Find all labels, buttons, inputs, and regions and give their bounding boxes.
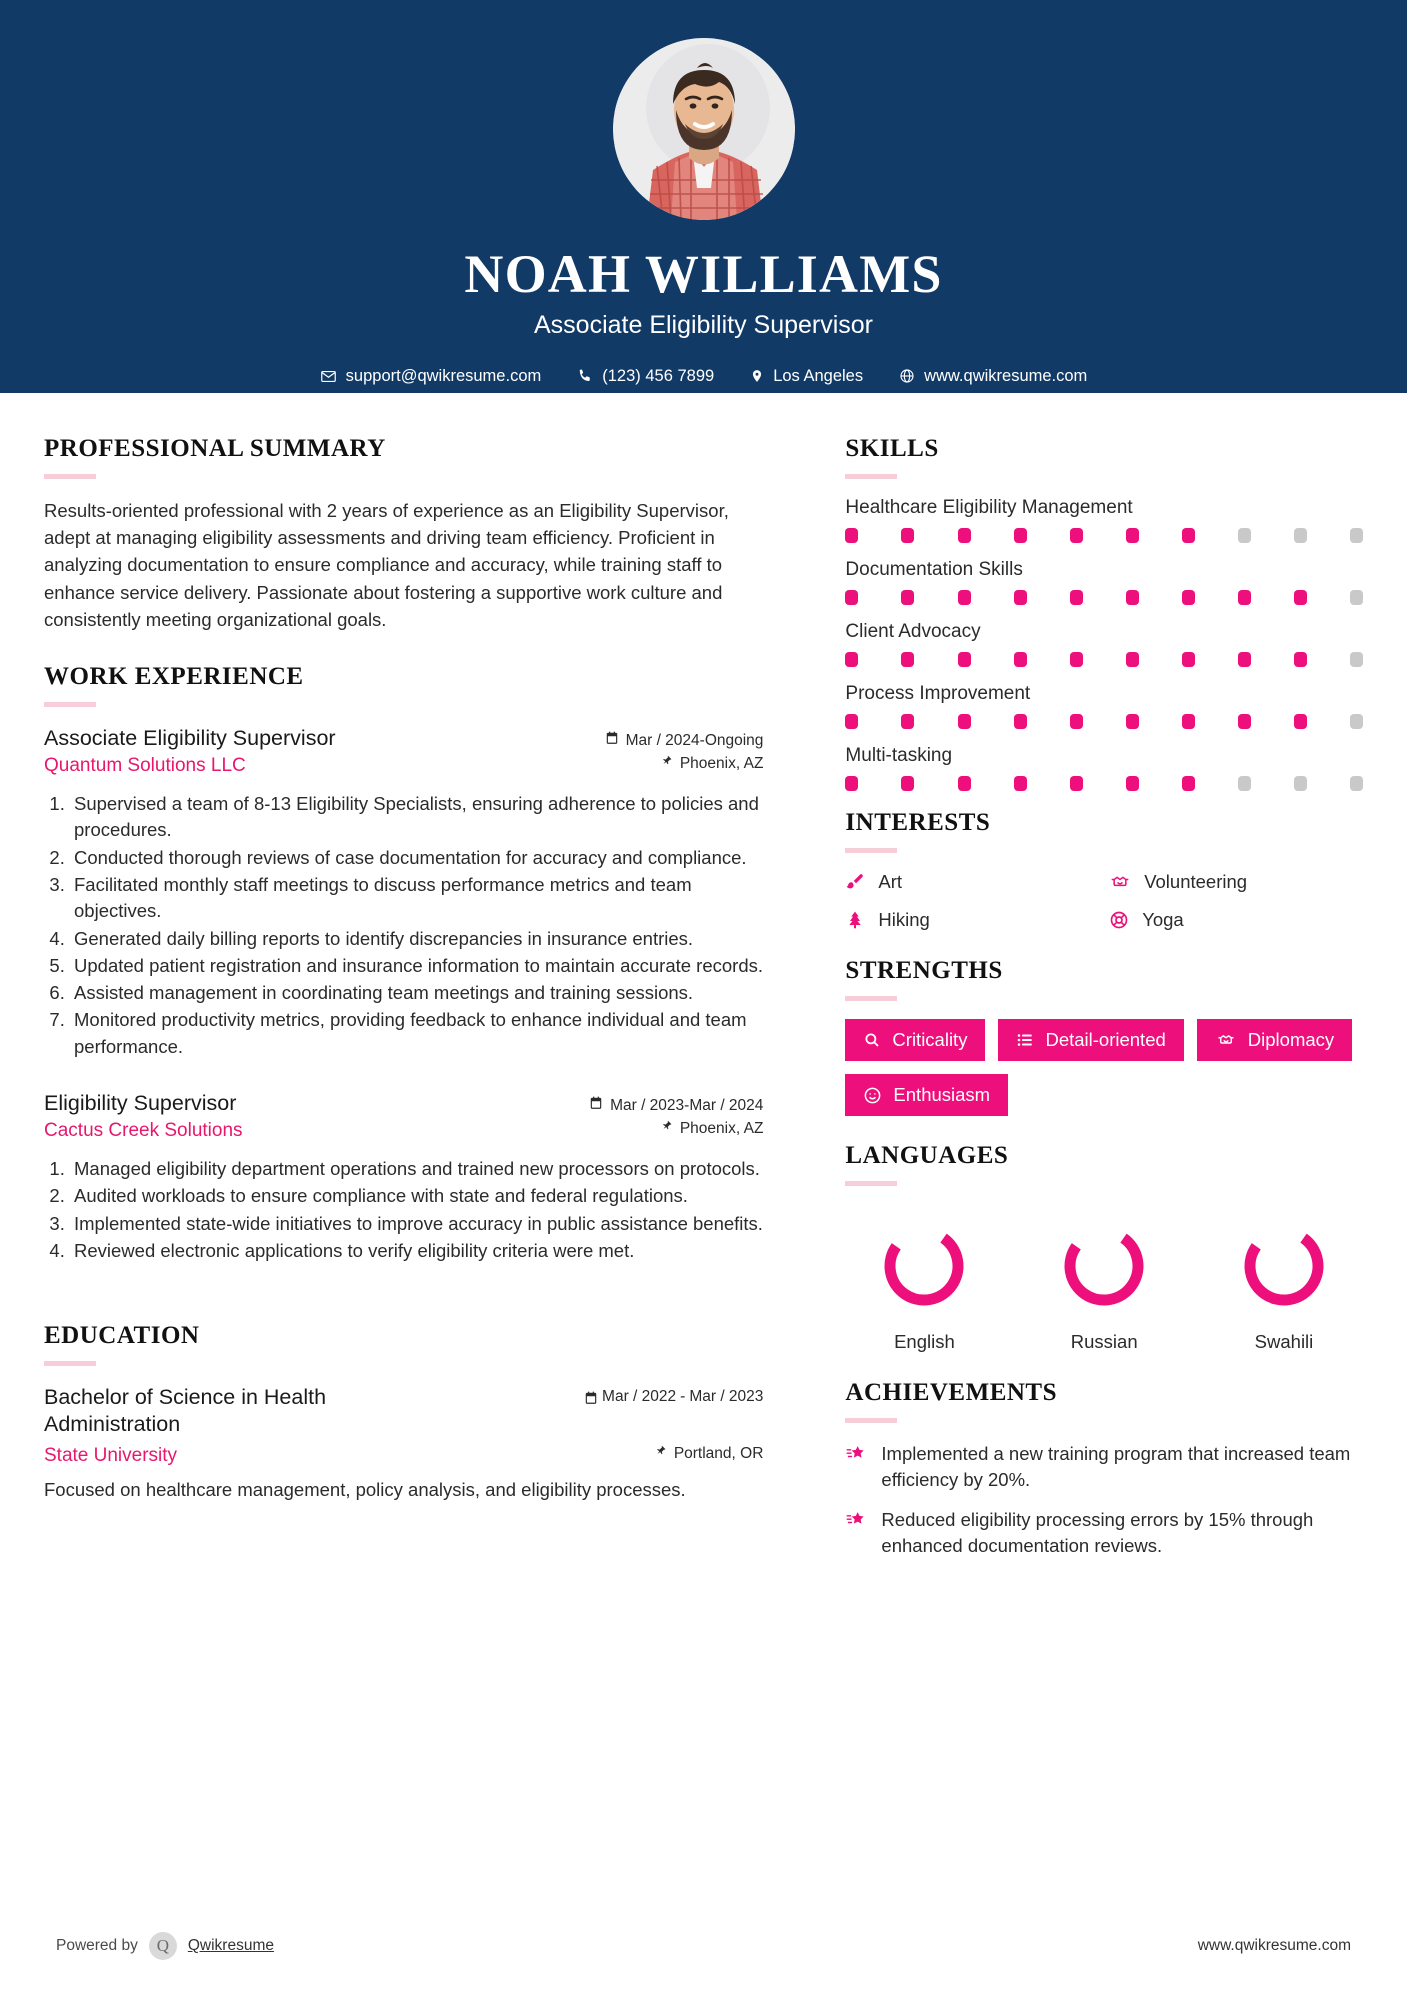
skill-dot-empty [1350,652,1363,667]
section-achievements [845,1379,1363,1559]
work-item [44,1090,763,1264]
achievement-item [845,1441,1363,1493]
globe-icon [899,368,915,384]
qwikresume-brand-link[interactable]: Qwikresume [187,1937,274,1954]
interests-heading: INTERESTS [845,809,991,836]
skill-name: Client Advocacy [845,621,981,642]
skill-dot-filled [1294,590,1307,605]
strength-criticality[interactable] [845,1019,985,1061]
skill-dot-empty [1350,528,1363,543]
interests-grid [845,871,1363,931]
envelope-icon [320,368,337,385]
skills-list [845,497,1363,791]
interest-item [845,909,1099,931]
skill-dot-filled [1126,590,1139,605]
achievement-item [845,1507,1363,1559]
skill-item [845,683,1363,729]
skill-dot-empty [1350,590,1363,605]
header-job-title: Associate Eligibility Supervisor [533,310,874,339]
skills-heading: SKILLS [845,435,939,462]
degree-title: Bachelor of Science in Health Administration [44,1385,327,1437]
interest-label: Volunteering [1144,871,1248,892]
contact-email-text: support@qwikresume.com [345,366,542,385]
skill-dot-filled [1238,590,1251,605]
skill-dot-filled [901,652,914,667]
pin-icon [661,752,673,775]
tree-icon [845,910,865,930]
skill-dot-filled [1014,652,1027,667]
education-heading: EDUCATION [44,1322,200,1350]
skill-dot-empty [1238,776,1251,791]
skill-dot-filled [1126,652,1139,667]
job-bullet: 3. Facilitated monthly staff meetings to discuss performance metrics and team objectives. [70,872,763,925]
skill-dot-filled [845,528,858,543]
section-rule [845,996,897,1001]
interest-label: Art [878,871,903,892]
page-title: NOAH WILLIAMS [464,244,943,304]
skill-dot-filled [1126,528,1139,543]
skill-dot-filled [1014,590,1027,605]
job-dates-line [605,729,764,752]
section-rule [44,702,96,707]
skill-name: Process Improvement [845,683,1031,704]
job-bullet: 7. Monitored productivity metrics, providing feedback to enhance individual and team performance. [70,1007,763,1060]
powered-by-label: Powered by [56,1937,138,1954]
skill-dot-filled [958,714,971,729]
section-rule [845,1418,897,1423]
job-bullet: 2. Audited workloads to ensure compliance with state and federal regulations. [70,1183,763,1209]
skill-item [845,559,1363,605]
summary-text: Results-oriented professional with 2 years of experience as an Eligibility Supervisor, adept at managing eligibility assessments and driving team efficiency. Proficient in analyzing documentation to ensure compliance and accuracy, while training staff to enhance service delivery. Passionate about fostering a supportive work culture and consistently meeting organizational goals. [44,500,729,630]
avatar [613,38,795,220]
language-item [1029,1218,1179,1353]
languages-heading: LANGUAGES [845,1142,1009,1169]
skill-name: Multi-tasking [845,745,953,766]
skill-dot-filled [1126,714,1139,729]
skill-dot-filled [1182,590,1195,605]
language-label: English [894,1331,955,1352]
section-rule [845,474,897,479]
skill-dot-filled [1014,776,1027,791]
location-pin-icon [750,367,764,385]
skill-dot-empty [1238,528,1251,543]
education-location: Portland, OR [673,1444,764,1462]
strength-label: Diplomacy [1247,1029,1335,1050]
job-role: Eligibility Supervisor [44,1090,237,1115]
date-separator: - [680,1388,686,1406]
contact-email[interactable] [302,367,560,386]
interest-label: Hiking [878,909,930,930]
work-item [44,725,763,1060]
skill-dot-filled [1238,652,1251,667]
section-rule [44,1361,96,1366]
shooting-star-icon [845,1441,867,1469]
powered-by-block [56,1932,274,1960]
skill-dot-filled [1294,714,1307,729]
skill-dot-filled [1182,714,1195,729]
education-item [44,1384,763,1504]
skill-dot-filled [901,776,914,791]
section-interests [845,809,1363,931]
skill-dot-filled [1294,652,1307,667]
languages-grid [845,1204,1363,1353]
contact-phone-text: (123) 456 7899 [602,366,715,385]
job-location: Phoenix, AZ [679,755,764,773]
job-bullet: 3. Implemented state-wide initiatives to improve accuracy in public assistance benefits. [70,1211,763,1237]
phone-icon [577,368,593,384]
job-company: Cactus Creek Solutions [44,1120,243,1142]
achievement-text: Reduced eligibility processing errors by 15% through enhanced documentation reviews. [881,1508,1314,1556]
skill-dot-filled [901,714,914,729]
skill-level-dots [845,776,1363,791]
skill-level-dots [845,652,1363,667]
page-footer [0,1902,1407,1990]
contact-row [0,367,1407,386]
skill-level-dots [845,714,1363,729]
magnifier-icon [863,1031,881,1049]
contact-website-text: www.qwikresume.com [924,366,1088,385]
skill-dot-filled [845,652,858,667]
skill-dot-filled [1014,528,1027,543]
skill-dot-filled [1070,714,1083,729]
calendar-icon [589,1094,603,1117]
skill-dot-filled [1070,590,1083,605]
work-heading: WORK EXPERIENCE [44,662,304,690]
skill-dot-filled [1070,528,1083,543]
skill-dot-filled [958,652,971,667]
education-description: Focused on healthcare management, policy analysis, and eligibility processes. [44,1478,686,1500]
strength-label: Criticality [892,1029,968,1050]
handshake-icon [1109,872,1131,892]
job-dates: Mar / 2023-Mar / 2024 [610,1096,764,1114]
job-location-line [661,752,764,775]
section-languages [845,1142,1363,1353]
footer-website[interactable]: www.qwikresume.com [1197,1937,1351,1954]
education-end: Mar / 2023 [689,1388,764,1406]
skill-dot-filled [1238,714,1251,729]
interest-label: Yoga [1142,909,1184,930]
job-bullets [44,791,763,1060]
contact-website[interactable] [881,367,1105,386]
skill-item [845,621,1363,667]
section-work-experience [44,663,763,1264]
job-role: Associate Eligibility Supervisor [44,725,336,750]
skill-dot-filled [845,590,858,605]
strength-detail-oriented[interactable] [998,1019,1183,1061]
skill-dot-filled [1182,528,1195,543]
section-rule [44,474,96,479]
education-dates [584,1388,763,1410]
job-bullet: 6. Assisted management in coordinating team meetings and training sessions. [70,980,763,1006]
skill-dot-filled [958,776,971,791]
job-bullet: 4. Generated daily billing reports to identify discrepancies in insurance entries. [70,926,763,952]
skill-name: Documentation Skills [845,559,1023,580]
strength-enthusiasm[interactable] [845,1074,1008,1116]
language-label: Swahili [1254,1331,1314,1352]
section-rule [845,1181,897,1186]
education-start: Mar / 2022 [602,1388,677,1406]
job-bullet: 1. Managed eligibility department operations and trained new processors on protocols. [70,1156,763,1182]
shooting-star-icon [845,1507,867,1535]
interest-item [1109,909,1363,931]
achievements-heading: ACHIEVEMENTS [845,1379,1058,1406]
skill-dot-filled [958,590,971,605]
job-bullet: 5. Updated patient registration and insurance information to maintain accurate records. [70,953,763,979]
job-company: Quantum Solutions LLC [44,755,246,777]
language-item [849,1218,999,1353]
section-professional-summary [44,435,763,633]
pin-icon [661,1117,673,1140]
strength-label: Detail-oriented [1045,1029,1166,1050]
paintbrush-icon [845,872,865,892]
summary-heading: PROFESSIONAL SUMMARY [44,435,386,462]
language-progress-ring [1236,1218,1332,1314]
job-bullet: 2. Conducted thorough reviews of case documentation for accuracy and compliance. [70,845,763,871]
skill-dot-filled [901,590,914,605]
skill-item [845,497,1363,543]
resume-header [0,0,1407,393]
skill-dot-filled [1070,776,1083,791]
skill-dot-filled [1070,652,1083,667]
skill-level-dots [845,590,1363,605]
skill-dot-filled [845,776,858,791]
skill-dot-filled [1182,776,1195,791]
job-bullet: 1. Supervised a team of 8-13 Eligibility Specialists, ensuring adherence to policies and procedures. [70,791,763,844]
job-bullet: 4. Reviewed electronic applications to verify eligibility criteria were met. [70,1238,763,1264]
language-label: Russian [1070,1331,1138,1352]
strengths-list [845,1019,1363,1116]
list-icon [1016,1031,1034,1049]
smiley-icon [863,1086,882,1105]
language-progress-ring [1056,1218,1152,1314]
resume-body [0,393,1407,1573]
section-education [44,1322,763,1504]
achievement-text: Implemented a new training program that increased team efficiency by 20%. [881,1443,1351,1490]
strength-label: Enthusiasm [893,1084,991,1105]
skill-dot-empty [1350,714,1363,729]
calendar-icon [584,1391,598,1410]
handshake-icon [1215,1031,1237,1049]
right-column [803,393,1363,1573]
skill-dot-empty [1350,776,1363,791]
contact-phone[interactable] [559,367,732,386]
section-skills [845,435,1363,791]
job-location: Phoenix, AZ [679,1120,764,1138]
section-rule [845,848,897,853]
interest-item [1109,871,1363,893]
contact-location[interactable] [732,367,881,386]
job-dates-line [589,1094,763,1117]
left-column [44,393,803,1573]
skill-dot-filled [1182,652,1195,667]
skill-dot-filled [1014,714,1027,729]
calendar-icon [605,729,619,752]
skill-dot-filled [1126,776,1139,791]
section-strengths [845,957,1363,1116]
skill-dot-empty [1294,528,1307,543]
qwikresume-logo-icon: Q [149,1932,177,1960]
skill-dot-filled [901,528,914,543]
pin-icon [655,1442,667,1465]
skill-dot-empty [1294,776,1307,791]
interest-item [845,871,1099,893]
school-name: State University [44,1444,178,1466]
skill-name: Healthcare Eligibility Management [845,497,1133,518]
skill-dot-filled [958,528,971,543]
language-item [1209,1218,1359,1353]
contact-location-text: Los Angeles [773,366,864,385]
education-location-line [655,1442,764,1465]
language-progress-ring [876,1218,972,1314]
job-bullets [44,1156,763,1264]
job-location-line [661,1117,764,1140]
skill-dot-filled [845,714,858,729]
skill-level-dots [845,528,1363,543]
strength-diplomacy[interactable] [1197,1019,1352,1061]
job-dates: Mar / 2024-Ongoing [625,731,764,749]
lifebuoy-icon [1109,910,1129,930]
skill-item [845,745,1363,791]
strengths-heading: STRENGTHS [845,957,1003,984]
